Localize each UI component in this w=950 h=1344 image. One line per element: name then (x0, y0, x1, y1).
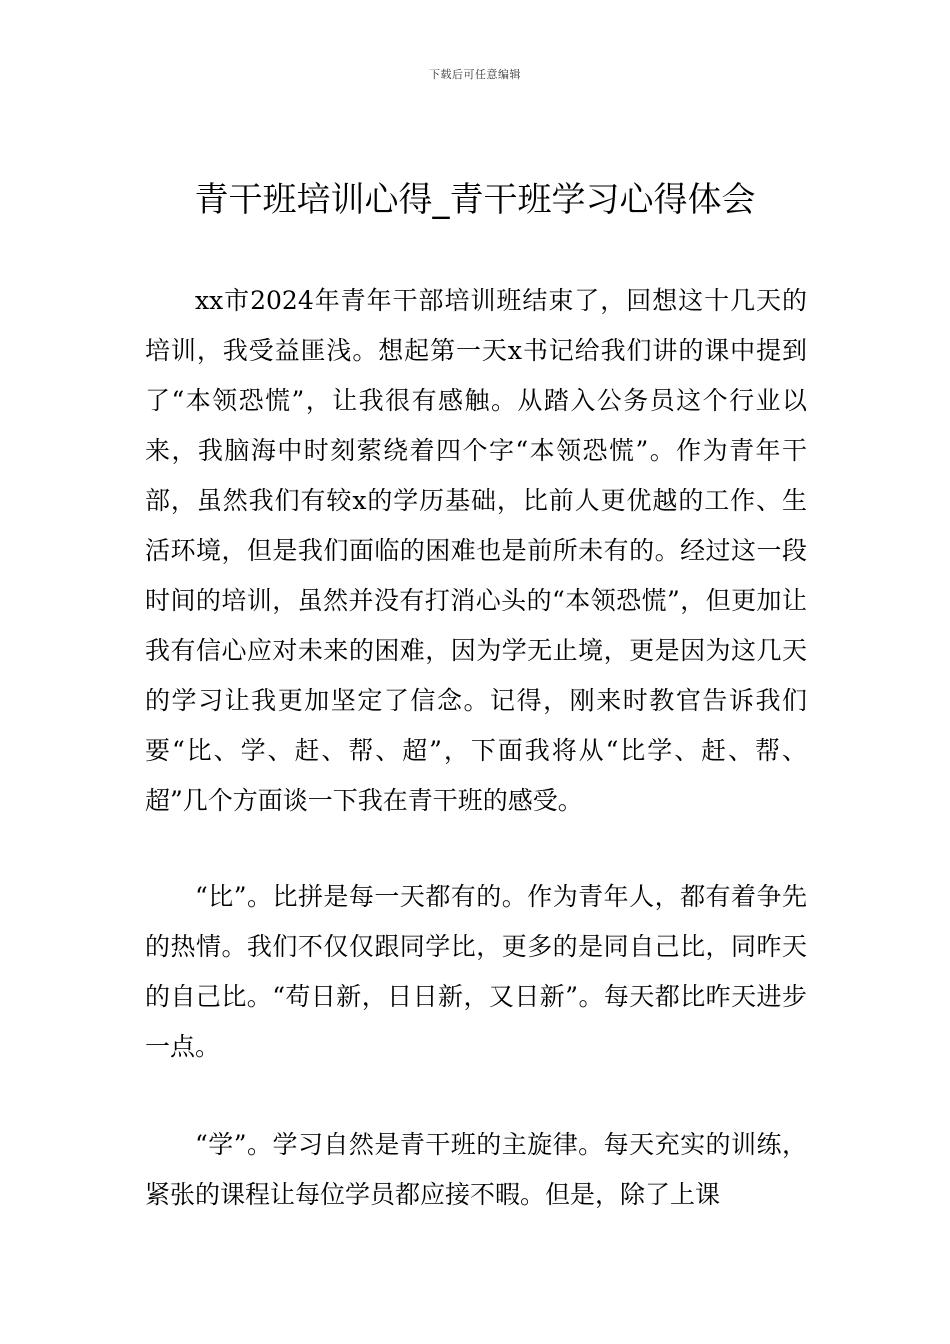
paragraph-intro: xx市2024年青年干部培训班结束了，回想这十几天的培训，我受益匪浅。想起第一天x书记给我们讲的课中提到了“本领恐慌”，让我很有感触。从踏入公务员这个行业以来，我脑海中时刻萦绕着四个字“本领恐慌”。作为青年干部，虽然我们有较x的学历基础，比前人更优越的工作、生活环境，但是我们面临的困难也是前所未有的。经过这一段时间的培训，虽然并没有打消心头的“本领恐慌”，但更加让我有信心应对未来的困难，因为学无止境，更是因为这几天的学习让我更加坚定了信念。记得，刚来时教官告诉我们要“比、学、赶、帮、超”，下面我将从“比学、赶、帮、超”几个方面谈一下我在青干班的感受。 (145, 286, 807, 815)
paragraph-bi: “比”。比拼是每一天都有的。作为青年人，都有着争先的热情。我们不仅仅跟同学比，更多的是同自己比，同昨天的自己比。“苟日新，日日新，又日新”。每天都比昨天进步一点。 (145, 882, 807, 1061)
header-note: 下载后可任意编辑 (429, 68, 521, 81)
paragraph-xue: “学”。学习自然是青干班的主旋律。每天充实的训练，紧张的课程让每位学员都应接不暇。但是，除了上课 (145, 1130, 807, 1209)
document-title: 青干班培训心得_青干班学习心得体会 (194, 180, 756, 220)
